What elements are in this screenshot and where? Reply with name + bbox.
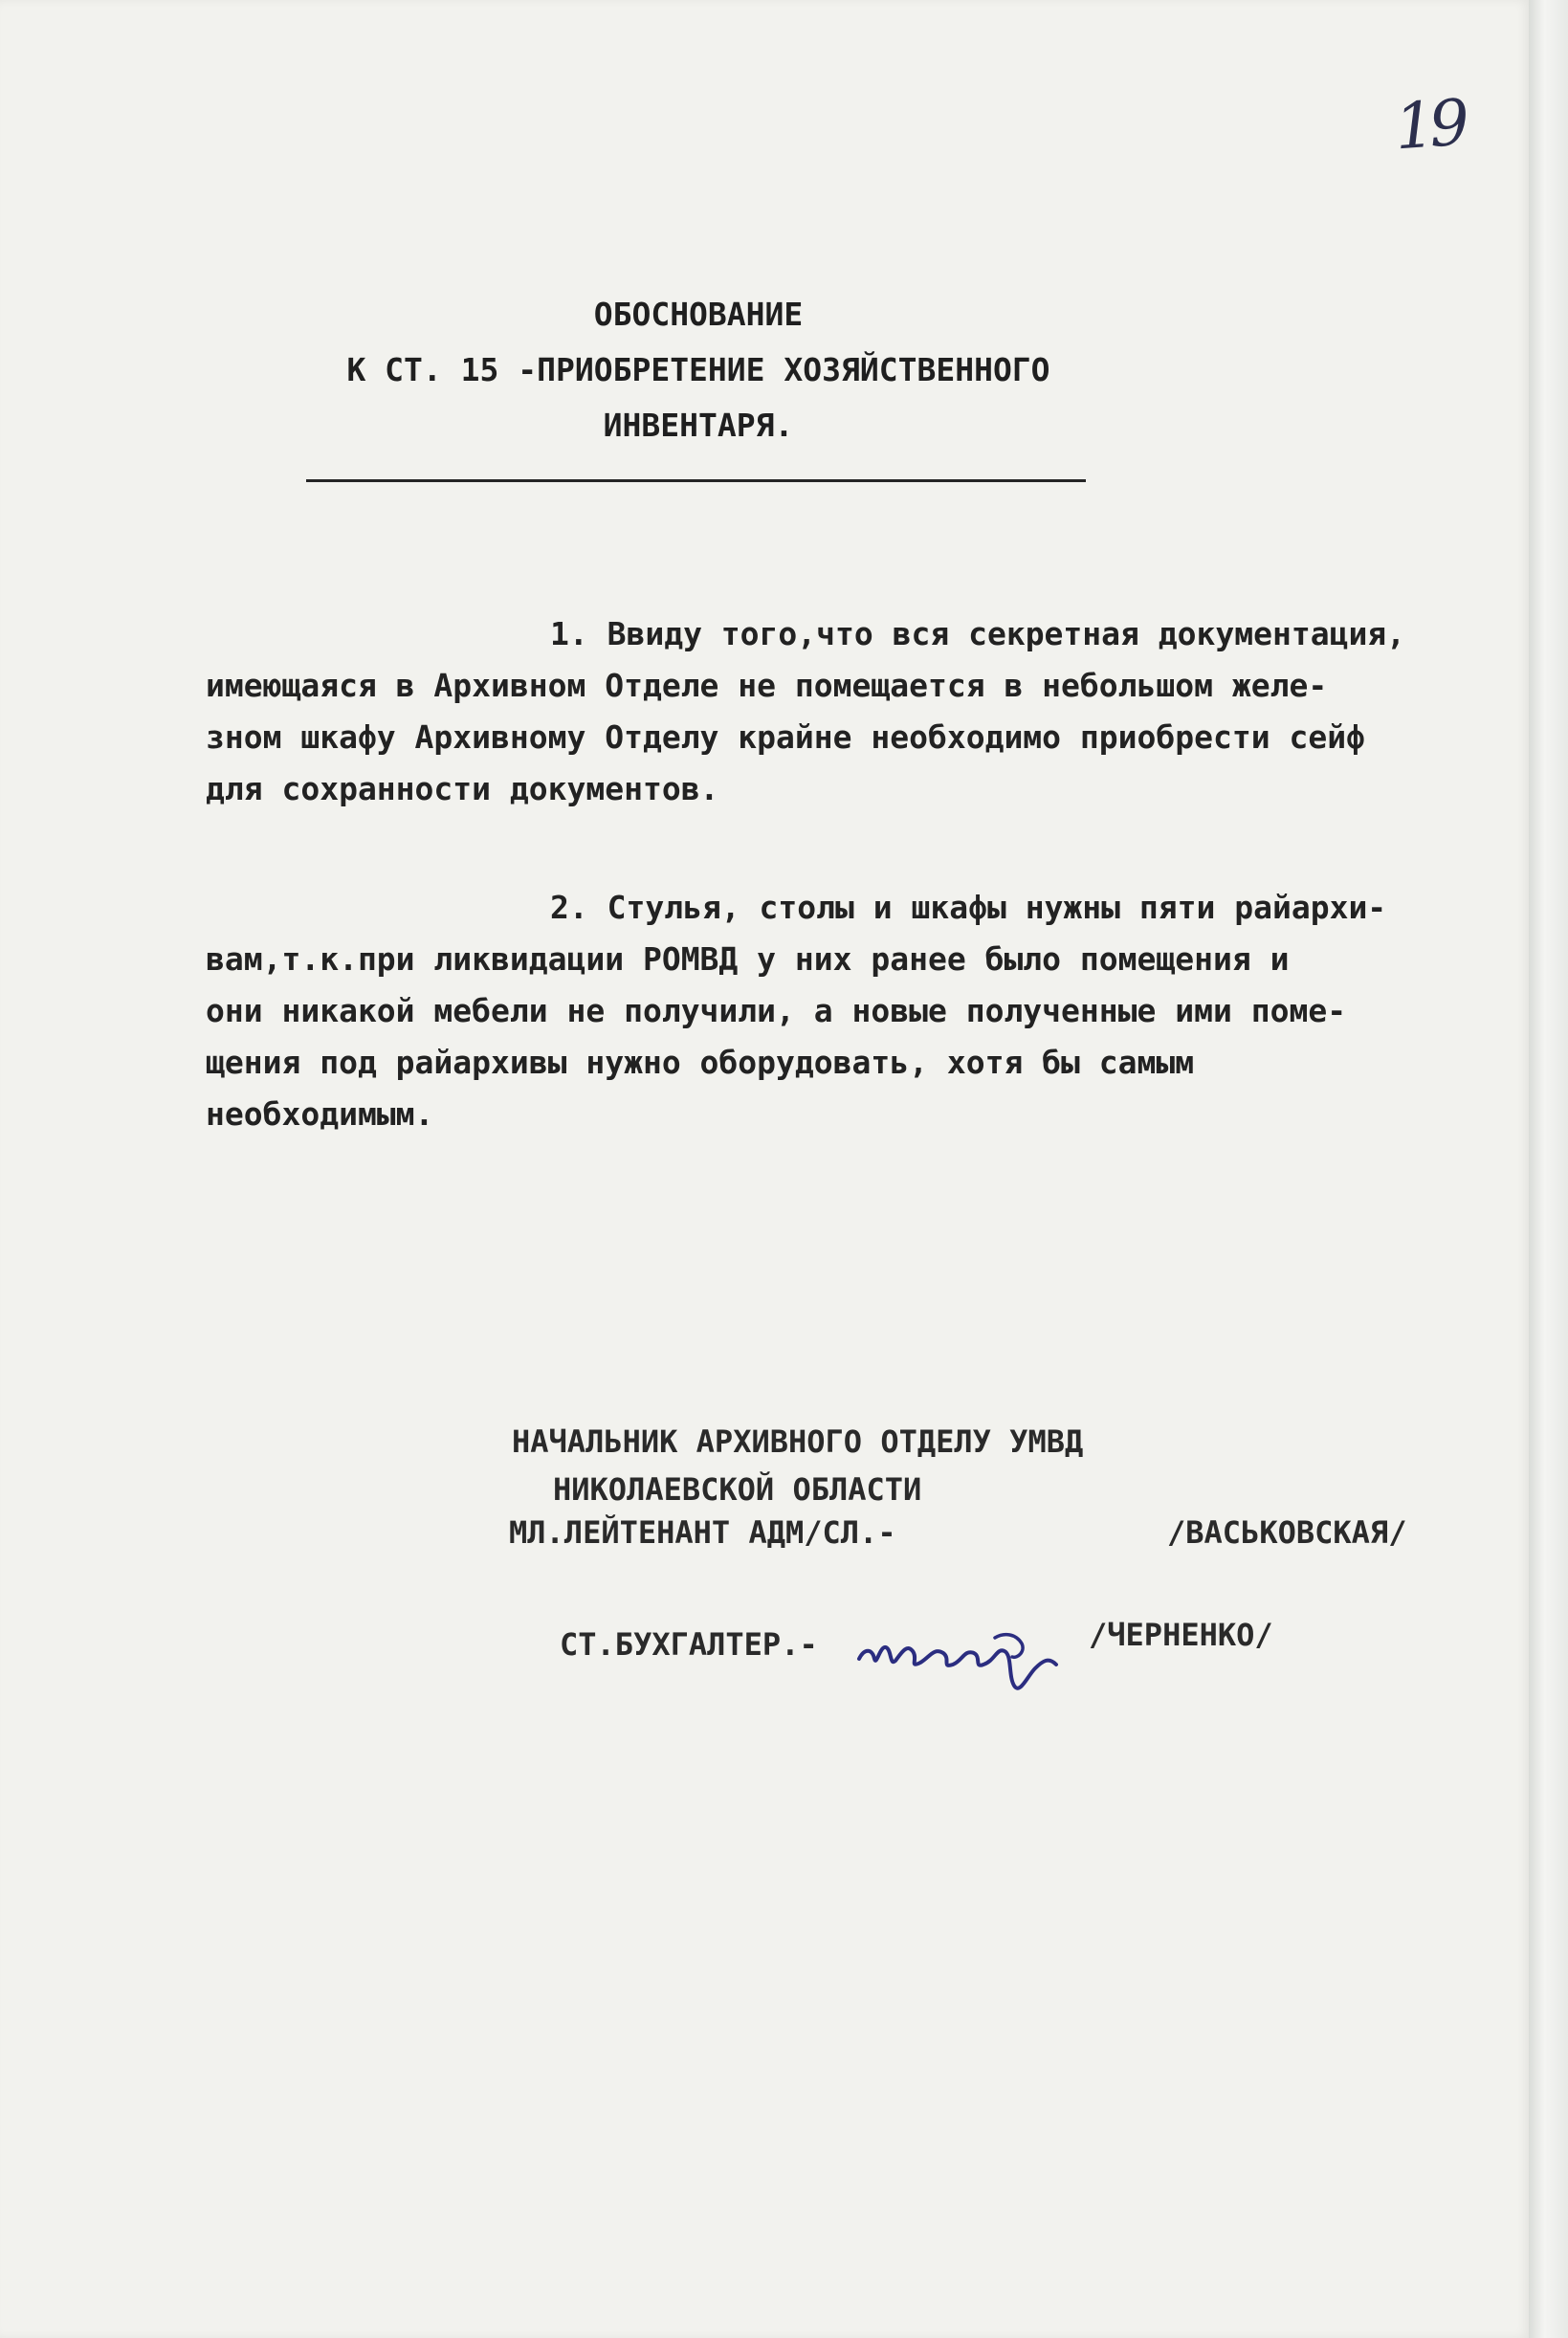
title-line-3: ИНВЕНТАРЯ.	[603, 407, 794, 444]
paragraph-1-line-4: для сохранности документов.	[206, 770, 719, 807]
accountant-title: СТ.БУХГАЛТЕР.-	[560, 1626, 818, 1663]
head-title-line-2: НИКОЛАЕВСКОЙ ОБЛАСТИ	[553, 1471, 922, 1508]
page-edge	[1529, 0, 1568, 2338]
paragraph-2	[206, 882, 1483, 1140]
title-underline	[306, 479, 1086, 482]
head-name: /ВАСЬКОВСКАЯ/	[1167, 1514, 1407, 1551]
head-title-line-1: НАЧАЛЬНИК АРХИВНОГО ОТДЕЛУ УМВД	[512, 1423, 1084, 1460]
paragraph-1-line-1: 1. Ввиду того,что вся секретная документация,	[550, 615, 1406, 652]
page-number: 19	[1392, 85, 1467, 165]
paragraph-2-line-5: необходимым.	[206, 1095, 434, 1133]
handwritten-signature-icon	[851, 1609, 1081, 1705]
paragraph-2-line-2: вам,т.к.при ликвидации РОМВД у них ранее было помещения и	[206, 940, 1290, 978]
paragraph-1-line-2: имеющаяся в Архивном Отделе не помещается в небольшом желе-	[206, 667, 1328, 704]
head-title-line-3: МЛ.ЛЕЙТЕНАНТ АДМ/СЛ.-	[509, 1514, 896, 1551]
title-line-1: ОБОСНОВАНИЕ	[593, 296, 804, 333]
paragraph-2-line-1: 2. Стулья, столы и шкафы нужны пяти райархи-	[550, 889, 1387, 926]
accountant-name: /ЧЕРНЕНКО/	[1089, 1617, 1273, 1653]
document-title	[287, 287, 1110, 453]
paragraph-1	[206, 608, 1483, 815]
paragraph-2-line-3: они никакой мебели не получили, а новые полученные ими поме-	[206, 992, 1347, 1029]
title-line-2: К СТ. 15 -ПРИОБРЕТЕНИЕ ХОЗЯЙСТВЕННОГО	[346, 351, 1050, 388]
paragraph-1-line-3: зном шкафу Архивному Отделу крайне необходимо приобрести сейф	[206, 718, 1365, 756]
paragraph-2-line-4: щения под райархивы нужно оборудовать, хотя бы самым	[206, 1044, 1195, 1081]
